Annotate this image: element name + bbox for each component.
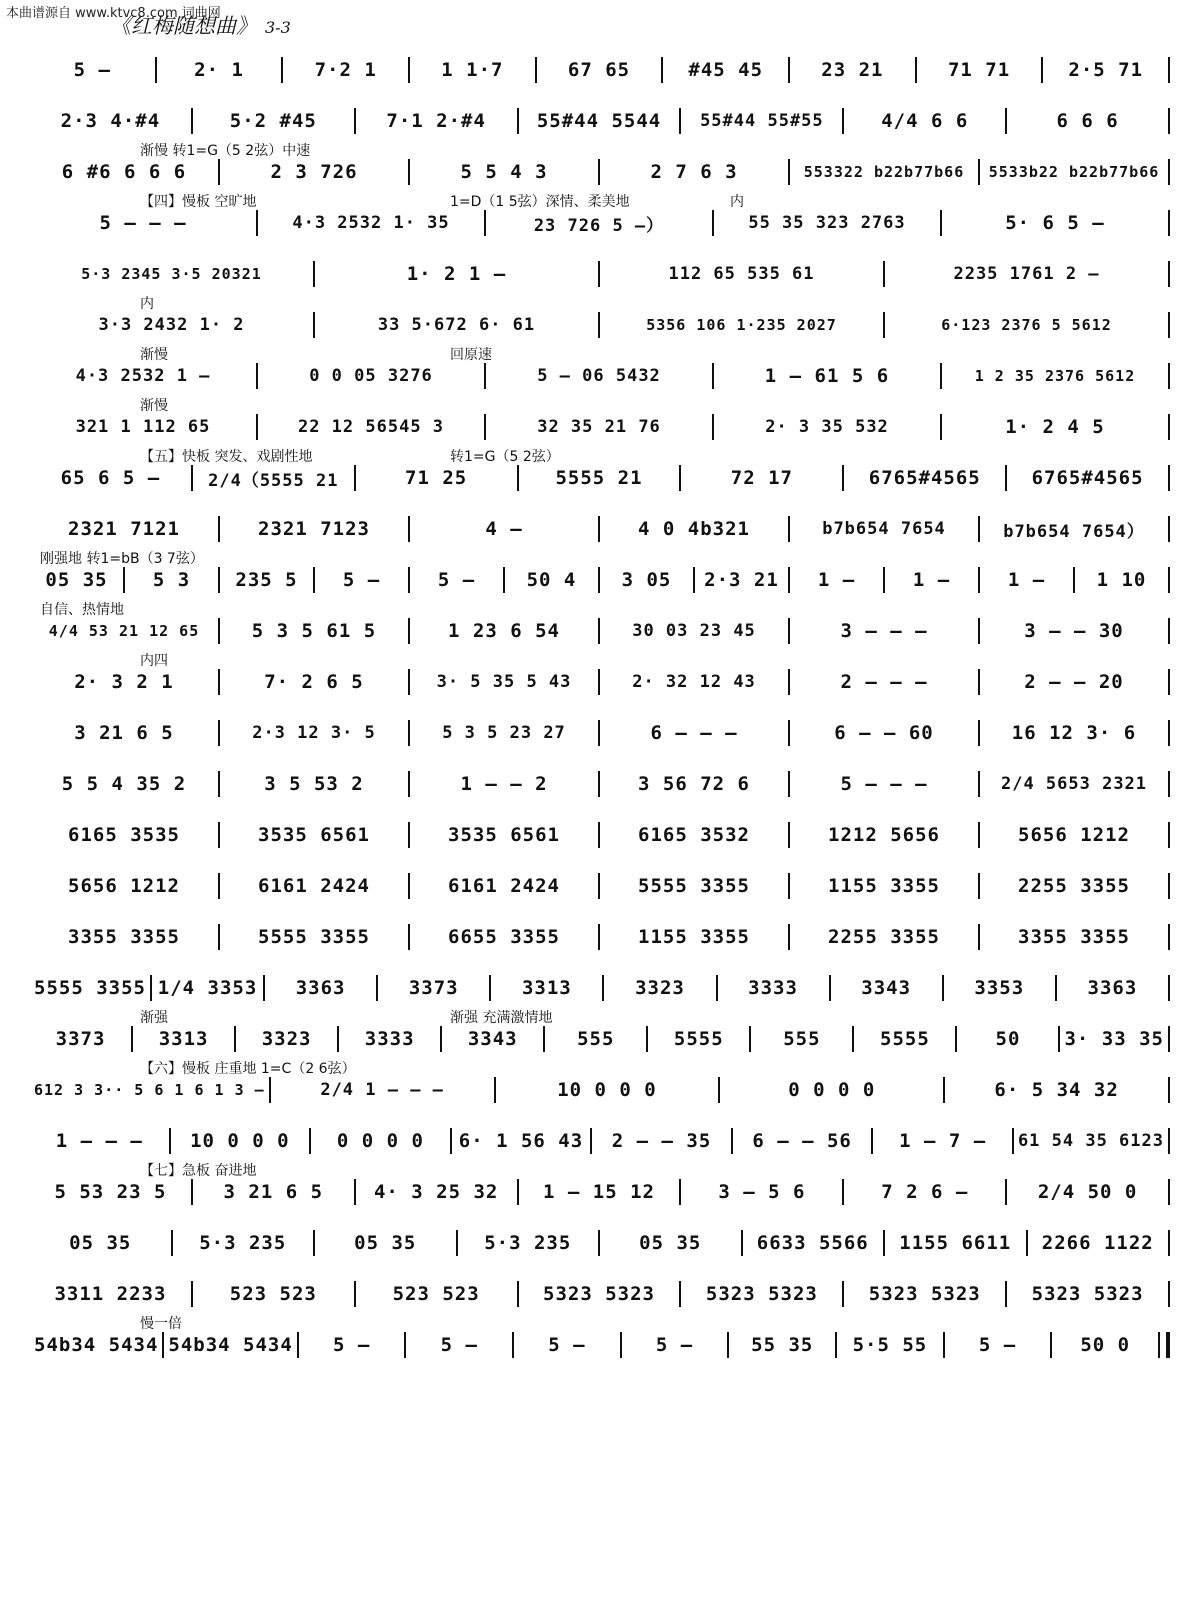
score-line	[30, 854, 1170, 905]
barline	[1168, 771, 1170, 797]
measure: 3343	[861, 977, 912, 999]
score-line	[30, 89, 1170, 140]
score-line	[30, 599, 1170, 650]
measure: 5 3 5 23 27	[442, 723, 566, 743]
score-line	[30, 548, 1170, 599]
notes-row	[30, 1128, 1170, 1154]
barline	[1168, 618, 1170, 644]
measure: 22 12 56545 3	[297, 417, 445, 437]
measure: 4 0 4b321	[638, 518, 750, 540]
notes-row	[30, 618, 1170, 644]
measure: 1 1·7	[441, 59, 504, 81]
performance-annotation: 渐强 充满激情地	[450, 1010, 553, 1026]
measure: 553322 b22b77b66	[803, 163, 965, 181]
measure: 5 –	[655, 1334, 694, 1356]
measure: 5 5 4 35 2	[61, 773, 187, 795]
measure: 2/4 50 0	[1037, 1181, 1138, 1203]
score-line	[30, 1160, 1170, 1211]
measure: 6 – – 56	[752, 1130, 852, 1152]
measure: 555	[783, 1028, 821, 1050]
barline	[1168, 1230, 1170, 1256]
measure: 3355 3355	[68, 926, 180, 948]
measure: 6· 1 56 43	[458, 1130, 584, 1152]
barline	[1168, 1281, 1170, 1307]
score-line	[30, 395, 1170, 446]
measure: 5·3 235	[199, 1232, 287, 1254]
score-line	[30, 1313, 1170, 1364]
measure: 1 – – –	[55, 1130, 143, 1152]
measure: 5 3	[152, 569, 191, 591]
measure: 6 – – 60	[834, 722, 934, 744]
barline	[1168, 873, 1170, 899]
measure: b7b654 7654	[822, 519, 946, 539]
measure: 5533b22 b22b77b66	[988, 163, 1160, 181]
measure: 5 –	[978, 1334, 1017, 1356]
measure: 5555	[673, 1028, 724, 1050]
measure: 5 –	[437, 569, 476, 591]
measure: 6765#4565	[1031, 467, 1144, 489]
measure: 2· 32 12 43	[632, 672, 756, 692]
measure: 05 35	[69, 1232, 132, 1254]
barline	[1168, 669, 1170, 695]
measure: 2· 1	[194, 59, 244, 81]
barline	[1168, 516, 1170, 542]
notes-row	[30, 1230, 1170, 1256]
measure: 2 – – –	[840, 671, 928, 693]
barline	[1168, 720, 1170, 746]
measure: 7·1 2·#4	[386, 110, 486, 132]
performance-annotation: 内四	[140, 653, 168, 669]
measure: 72 17	[730, 467, 793, 489]
measure: 2321 7123	[258, 518, 370, 540]
measure: 32 35 21 76	[537, 417, 661, 437]
score-line	[30, 344, 1170, 395]
measure: 0 0 05 3276	[309, 366, 433, 386]
measure: 4/4 6 6	[881, 110, 969, 132]
notes-row	[30, 363, 1170, 389]
measure: 1/4 3353	[157, 977, 258, 999]
measure: 2 7 6 3	[650, 161, 738, 183]
measure: 5555 21	[555, 467, 643, 489]
measure: 2·5 71	[1068, 59, 1144, 81]
measure: 4 –	[485, 518, 523, 540]
measure: 6655 3355	[448, 926, 560, 948]
measure: 5· 6 5 –	[1005, 212, 1105, 234]
score-line	[30, 1007, 1170, 1058]
title-text: 《红梅随想曲》	[110, 14, 257, 38]
barline	[1168, 822, 1170, 848]
measure: 3323	[261, 1028, 312, 1050]
measure: 2· 3 35 532	[765, 417, 889, 437]
measure: 5 –	[440, 1334, 478, 1356]
score-line	[30, 803, 1170, 854]
score-line	[30, 446, 1170, 497]
measure: 5555 3355	[638, 875, 750, 897]
measure: 55#44 55#55	[700, 111, 824, 131]
measure: 3 – 5 6	[718, 1181, 806, 1203]
measure: 54b34 5434	[168, 1334, 293, 1356]
performance-annotation: 【四】慢板 空旷地	[140, 194, 257, 210]
measure: 5656 1212	[68, 875, 180, 897]
performance-annotation: 1=D（1 5弦）深情、柔美地	[450, 194, 630, 210]
measure: 5 –	[73, 59, 111, 81]
measure: 523 523	[229, 1283, 317, 1305]
notes-row	[30, 108, 1170, 134]
measure: 555	[577, 1028, 615, 1050]
measure: 71 71	[947, 59, 1011, 81]
performance-annotation: 慢一倍	[140, 1316, 182, 1332]
notes-row	[30, 873, 1170, 899]
measure: 3535 6561	[448, 824, 560, 846]
measure: 0 0 0 0	[336, 1130, 424, 1152]
notes-row	[30, 567, 1170, 593]
notes-row	[30, 312, 1170, 338]
measure: 1 – 7 –	[899, 1130, 987, 1152]
measure: 05 35	[45, 569, 108, 591]
measure: 112 65 535 61	[668, 264, 815, 284]
performance-annotation: 回原速	[450, 347, 492, 363]
measure: 4· 3 25 32	[373, 1181, 499, 1203]
barline	[1168, 57, 1170, 83]
measure: 05 35	[354, 1232, 417, 1254]
score-sheet	[30, 38, 1170, 1588]
barline	[1168, 108, 1170, 134]
notes-row	[30, 57, 1170, 83]
score-line	[30, 1058, 1170, 1109]
measure: 1155 6611	[899, 1232, 1012, 1254]
measure: 05 35	[639, 1232, 702, 1254]
score-title	[110, 10, 291, 40]
measure: 5323 5323	[543, 1283, 655, 1305]
measure: 523 523	[392, 1283, 480, 1305]
page-indicator: 3-3	[265, 18, 291, 37]
performance-annotation: 渐慢	[140, 398, 168, 414]
notes-row	[30, 1077, 1170, 1103]
measure: 2266 1122	[1041, 1232, 1154, 1254]
notes-row	[30, 210, 1170, 236]
measure: 2· 3 2 1	[74, 671, 174, 693]
measure: 1155 3355	[638, 926, 750, 948]
measure: 3313	[158, 1028, 209, 1050]
measure: 65 6 5 –	[60, 467, 161, 489]
measure: 4·3 2532 1· 35	[292, 213, 450, 233]
measure: 5555	[880, 1028, 930, 1050]
barline	[1168, 210, 1170, 236]
measure: 1 23 6 54	[448, 620, 560, 642]
measure: 6· 5 34 32	[994, 1079, 1119, 1101]
measure: 1· 2 4 5	[1005, 416, 1105, 438]
barline	[1168, 567, 1170, 593]
score-line	[30, 905, 1170, 956]
measure: 2/4（5555 21	[208, 470, 339, 491]
measure: 6161 2424	[448, 875, 560, 897]
measure: 5·3 2345 3·5 20321	[81, 265, 262, 283]
measure: b7b654 7654）	[1003, 521, 1145, 542]
notes-row	[30, 1332, 1170, 1358]
measure: #45 45	[688, 59, 764, 81]
measure: 2/4 5653 2321	[1000, 774, 1148, 794]
measure: 1 –	[912, 569, 951, 591]
measure: 2·3 21	[704, 569, 779, 591]
measure: 3 05	[621, 569, 672, 591]
measure: 1 – – 2	[460, 773, 548, 795]
measure: 5555 3355	[34, 977, 146, 999]
notes-row	[30, 1281, 1170, 1307]
measure: 7· 2 6 5	[264, 671, 364, 693]
performance-annotation: 转1=G（5 2弦）	[450, 449, 560, 465]
measure: 3 56 72 6	[638, 773, 750, 795]
measure: 1155 3355	[828, 875, 940, 897]
measure: 5555 3355	[258, 926, 370, 948]
barline	[1168, 975, 1170, 1001]
measure: 2/4 1 – – –	[320, 1080, 444, 1100]
measure: 5 –	[548, 1334, 586, 1356]
measure: 2255 3355	[1018, 875, 1130, 897]
measure: 3343	[467, 1028, 518, 1050]
measure: 3 – – 30	[1024, 620, 1124, 642]
measure: 5 3 5 61 5	[251, 620, 377, 642]
measure: 5 – – –	[99, 212, 187, 234]
barline	[1168, 465, 1170, 491]
notes-row	[30, 261, 1170, 287]
measure: 0 0 0 0	[788, 1079, 876, 1101]
measure: 3 – – –	[840, 620, 928, 642]
measure: 3 21 6 5	[74, 722, 174, 744]
measure: 3· 5 35 5 43	[436, 672, 572, 692]
score-line	[30, 752, 1170, 803]
score-line	[30, 497, 1170, 548]
measure: 5656 1212	[1018, 824, 1130, 846]
barline	[1168, 924, 1170, 950]
barline	[1168, 159, 1170, 185]
measure: 67 65	[567, 59, 631, 81]
measure: 33 5·672 6· 61	[377, 315, 536, 335]
measure: 3373	[55, 1028, 106, 1050]
performance-annotation: 内	[730, 194, 744, 210]
measure: 1 10	[1096, 569, 1147, 591]
notes-row	[30, 159, 1170, 185]
notes-row	[30, 924, 1170, 950]
measure: 7·2 1	[314, 59, 377, 81]
measure: 3333	[748, 977, 798, 999]
notes-row	[30, 516, 1170, 542]
measure: 50	[995, 1028, 1021, 1050]
measure: 2·3 12 3· 5	[252, 723, 376, 743]
measure: 5323 5323	[1031, 1283, 1144, 1305]
measure: 6 6 6	[1056, 110, 1119, 132]
measure: 3 21 6 5	[223, 1181, 324, 1203]
measure: 6·123 2376 5 5612	[941, 316, 1112, 334]
measure: 1 –	[1007, 569, 1046, 591]
measure: 2·3 4·#4	[60, 110, 161, 132]
measure: 5 5 4 3	[460, 161, 548, 183]
measure: 3323	[635, 977, 685, 999]
barline	[1168, 261, 1170, 287]
measure: 50 0	[1080, 1334, 1131, 1356]
measure: 3· 33 35	[1064, 1028, 1164, 1050]
measure: 6165 3535	[68, 824, 180, 846]
performance-annotation: 渐慢	[140, 347, 168, 363]
measure: 1 –	[817, 569, 856, 591]
score-line	[30, 701, 1170, 752]
measure: 1 – 15 12	[543, 1181, 655, 1203]
measure: 5·3 235	[484, 1232, 572, 1254]
measure: 30 03 23 45	[632, 621, 756, 641]
barline	[1168, 1128, 1170, 1154]
measure: 54b34 5434	[34, 1334, 159, 1356]
barline	[1168, 414, 1170, 440]
measure: 3353	[974, 977, 1025, 999]
score-line	[30, 1262, 1170, 1313]
notes-row	[30, 1179, 1170, 1205]
score-line	[30, 956, 1170, 1007]
measure: 23 21	[821, 59, 884, 81]
final-barline	[1158, 1332, 1170, 1358]
barline	[1168, 363, 1170, 389]
notes-row	[30, 720, 1170, 746]
measure: 5 – – –	[840, 773, 928, 795]
notes-row	[30, 465, 1170, 491]
measure: 55 35	[751, 1334, 814, 1356]
measure: 4/4 53 21 12 65	[48, 622, 200, 640]
measure: 6633 5566	[756, 1232, 869, 1254]
notes-row	[30, 771, 1170, 797]
measure: 3313	[521, 977, 572, 999]
score-line	[30, 293, 1170, 344]
measure: 2 3 726	[270, 161, 358, 183]
barline	[1168, 1179, 1170, 1205]
barline	[1168, 312, 1170, 338]
performance-annotation: 渐强	[140, 1010, 168, 1026]
measure: 10 0 0 0	[557, 1079, 657, 1101]
measure: 3311 2233	[54, 1283, 167, 1305]
watermark: 本曲谱源自 www.ktvc8.com 词曲网	[6, 6, 221, 21]
performance-annotation: 渐慢 转1=G（5 2弦）中速	[140, 143, 311, 159]
performance-annotation: 内	[140, 296, 154, 312]
measure: 4·3 2532 1 –	[75, 366, 211, 386]
measure: 61 54 35 6123	[1017, 1131, 1164, 1151]
score-line	[30, 38, 1170, 89]
measure: 10 0 0 0	[190, 1130, 290, 1152]
measure: 3333	[364, 1028, 415, 1050]
measure: 3535 6561	[258, 824, 370, 846]
measure: 3·3 2432 1· 2	[98, 315, 245, 335]
measure: 2 – – 35	[611, 1130, 712, 1152]
performance-annotation: 刚强地 转1=bB（3 7弦）	[40, 551, 204, 567]
score-line	[30, 1211, 1170, 1262]
measure: 1· 2 1 –	[406, 263, 507, 285]
measure: 2 – – 20	[1024, 671, 1124, 693]
score-line	[30, 140, 1170, 191]
score-line	[30, 1109, 1170, 1160]
measure: 5356 106 1·235 2027	[646, 316, 837, 334]
notes-row	[30, 1026, 1170, 1052]
performance-annotation: 自信、热情地	[40, 602, 124, 618]
measure: 3363	[1087, 977, 1138, 999]
measure: 5 – 06 5432	[537, 366, 661, 386]
measure: 1 – 61 5 6	[764, 365, 890, 387]
measure: 16 12 3· 6	[1011, 722, 1137, 744]
measure: 321 1 112 65	[75, 417, 211, 437]
measure: 3355 3355	[1018, 926, 1130, 948]
measure: 2235 1761 2 –	[953, 264, 1100, 284]
measure: 2321 7121	[68, 518, 180, 540]
measure: 5·2 #45	[229, 110, 317, 132]
performance-annotation: 【七】急板 奋进地	[140, 1163, 257, 1179]
performance-annotation: 【六】慢板 庄重地 1=C（2 6弦）	[140, 1061, 356, 1077]
measure: 55 35 323 2763	[748, 213, 906, 233]
measure: 6 #6 6 6 6	[61, 161, 187, 183]
notes-row	[30, 822, 1170, 848]
score-line	[30, 650, 1170, 701]
measure: 7 2 6 –	[881, 1181, 969, 1203]
measure: 71 25	[405, 467, 468, 489]
barline	[1168, 1026, 1170, 1052]
measure: 6165 3532	[638, 824, 750, 846]
measure: 612 3 3·· 5 6 1 6 1 3 –	[34, 1081, 265, 1099]
barline	[1168, 1077, 1170, 1103]
measure: 5 –	[332, 1334, 371, 1356]
measure: 55#44 5544	[536, 110, 662, 132]
measure: 23 726 5 –）	[533, 215, 665, 236]
measure: 5 –	[342, 569, 381, 591]
measure: 6 – – –	[650, 722, 738, 744]
measure: 5323 5323	[705, 1283, 818, 1305]
notes-row	[30, 414, 1170, 440]
measure: 1212 5656	[828, 824, 940, 846]
measure: 3 5 53 2	[264, 773, 364, 795]
measure: 3373	[408, 977, 459, 999]
score-line	[30, 191, 1170, 242]
notes-row	[30, 669, 1170, 695]
measure: 5323 5323	[868, 1283, 981, 1305]
measure: 50 4	[526, 569, 577, 591]
measure: 5·5 55	[852, 1334, 928, 1356]
measure: 6765#4565	[868, 467, 981, 489]
measure: 235 5	[235, 569, 298, 591]
notes-row	[30, 975, 1170, 1001]
measure: 1 2 35 2376 5612	[974, 367, 1136, 385]
measure: 3363	[295, 977, 346, 999]
performance-annotation: 【五】快板 突发、戏剧性地	[140, 449, 313, 465]
measure: 5 53 23 5	[54, 1181, 167, 1203]
score-line	[30, 242, 1170, 293]
measure: 6161 2424	[258, 875, 370, 897]
measure: 2255 3355	[828, 926, 940, 948]
